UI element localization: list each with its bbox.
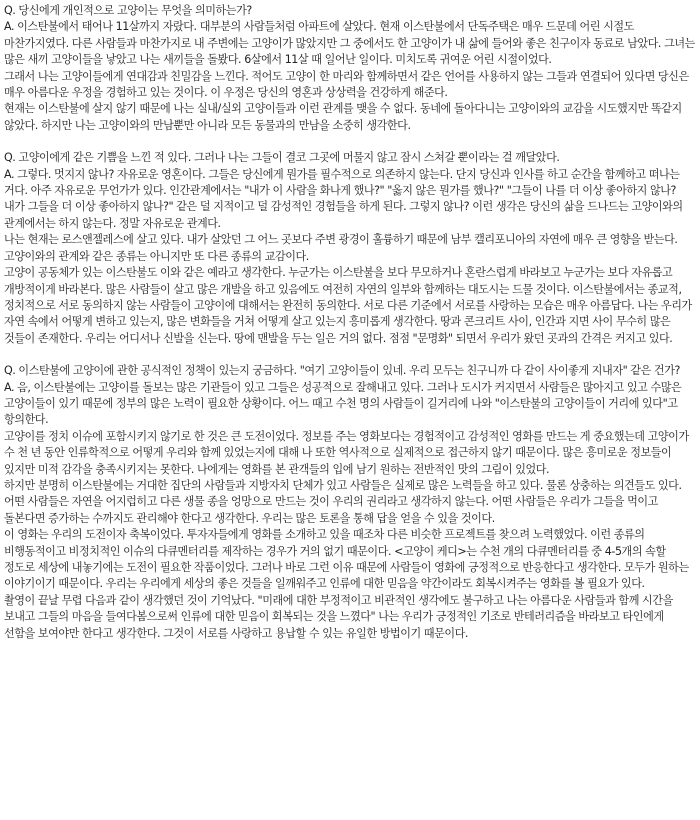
answer-2-paragraph-2: 나는 현재는 로스앤젤레스에 살고 있다. 내가 살았던 그 어느 곳보다 주변 광경이 훌륭하기 때문에 남부 캘리포니아의 자연에 매우 큰 영향을 받는다. 고양이와의 관계와 같은 종류는 아니지만 또 다른 종류의 교감이다. (4, 233, 678, 263)
section-spacer (4, 134, 696, 150)
answer-2-paragraph-1: A. 그렇다. 멋지지 않나? 자유로운 영혼이다. 그들은 당신에게 뭔가를 필수적으로 의존하지 않는다. 단지 당신과 인사를 하고 순간을 함께하고 떠나는 거다. 아주 자유로운 무언가가 있다. 인간관계에서는 "내가 이 사람을 화나게 했나?" "옳지 않은 뭔가를 했나?" "그들이 나를 더 이상 좋아하지 않나? 내가 그들을 더 이상 좋아하지 않나?" 같은 덜 지적이고 덜 감성적인 경험들을 하게 된다. 그렇지 않나? 이런 생각은 당신의 삶을 드나드는 고양이와의 관계에서는 하지 않는다. 정말 자유로운 관계다. (4, 167, 683, 230)
question-1: Q. 당신에게 개인적으로 고양이는 무엇을 의미하는가? (4, 4, 252, 17)
answer-3-paragraph-3: 하지만 분명히 이스탄불에는 거대한 집단의 사람들과 지방자치 단체가 있고 사람들은 실제로 많은 노력들을 하고 있다. 물론 상충하는 의견들도 있다. 어떤 사람들은 자연을 어지럽히고 다른 생물 종을 엉망으로 만드는 것이 우리의 권리라고 생각하지 않는다. 어떤 사람들은 우리가 그들을 먹이고 돌본다면 증가하는 수까지도 관리해야 한다고 생각한다. 우리는 많은 토론을 통해 답을 얻을 수 있을 것이다. (4, 478, 682, 525)
answer-3-paragraph-5: 촬영이 끝날 무렵 다음과 같이 생각했던 것이 기억났다. "미래에 대한 부정적이고 비관적인 생각에도 불구하고 나는 아름다운 사람들과 함께 시간을 보내고 그들의 마음을 들여다봄으로써 인류에 대한 믿음이 회복되는 것을 느꼈다" 나는 우리가 긍정적인 기조로 반테러리즘을 바라보고 타인에게 선함을 보여야만 한다고 생각한다. 그것이 서로를 사랑하고 용납할 수 있는 유일한 방법이기 때문이다. (4, 593, 673, 640)
interview-section-2 (4, 150, 696, 347)
answer-1-paragraph-1: A. 이스탄불에서 태어나 11살까지 자랐다. 대부분의 사람들처럼 아파트에 살았다. 현재 이스탄불에서 단독주택은 매우 드문데 어린 시절도 마찬가지였다. 다른 사람들과 마찬가지로 내 주변에는 고양이가 많았지만 그 중에서도 한 고양이가 내 삶에 들어와 좋은 친구이자 동료로 남았다. 그녀는 많은 새끼 고양이들을 낳았고 나는 새끼들을 돌봤다. 6살에서 11살 때 일어난 일이다. 미치도록 귀여운 어린 시절이었다. (4, 20, 695, 67)
answer-1-paragraph-3: 현재는 이스탄불에 살지 않기 때문에 나는 실내/실외 고양이들과 이런 관계를 맺을 수 없다. 동네에 돌아다니는 고양이와의 교감을 시도했지만 똑같지 않았다. 하지만 나는 고양이와의 만남뿐만 아니라 모든 동물과의 만남을 소중히 생각한다. (4, 102, 682, 132)
section-spacer (4, 347, 696, 363)
answer-1-paragraph-2: 그래서 나는 고양이들에게 연대감과 친밀감을 느낀다. 적어도 고양이 한 마리와 함께하면서 같은 언어를 사용하지 않는 그들과 연결되어 있다면 당신은 매우 아름다운 우정을 경험하고 있는 것이다. 이 우정은 당신의 영혼과 상상력을 건강하게 해준다. (4, 69, 689, 100)
answer-2-paragraph-3: 고양이 공동체가 있는 이스탄불도 이와 같은 예라고 생각한다. 누군가는 이스탄불을 보다 무모하거나 혼란스럽게 바라보고 누군가는 보다 자유롭고 개방적이게 바라본다. 많은 사람들이 살고 많은 개발을 하고 있음에도 여전히 자연의 일부와 함께하는 대도시는 드물 것이다. 이스탄불에서는 종교적, 정치적으로 서로 동의하지 않는 사람들이 고양이에 대해서는 완전히 동의한다. 서로 다른 기준에서 서로를 사랑하는 모습은 매우 아름답다. 나는 우리가 자연 속에서 어떻게 변하고 있는지, 많은 변화들을 거쳐 어떻게 살고 있는지 흥미롭게 생각한다. 땅과 콘크리트 사이, 인간과 지면 사이 무수히 많은 것들이 존재한다. 우리는 어디서나 신발을 신는다. 땅에 맨발을 두는 일은 거의 없다. 점점 "문명화" 되면서 우리가 왔던 곳과의 간격은 커지고 있다. (4, 266, 692, 345)
question-3: Q. 이스탄불에 고양이에 관한 공식적인 정책이 있는지 궁금하다. "여기 고양이들이 있네. 우리 모두는 친구니까 다 같이 사이좋게 지내자" 같은 건가? (4, 364, 680, 378)
question-2: Q. 고양이에게 같은 기쁨을 느낀 적 있다. 그러나 나는 그들이 결코 그곳에 머물지 않고 잠시 스쳐갈 뿐이라는 걸 깨달았다. (4, 151, 560, 165)
answer-3-paragraph-4: 이 영화는 우리의 도전이자 축복이었다. 투자자들에게 영화를 소개하고 있을 때조차 다른 비슷한 프로젝트를 찾으려 노력했었다. 이런 종류의 비행동적이고 비정치적인 이슈의 다큐멘터리를 제작하는 경우가 거의 없기 때문이다. <고양이 케디>는 수천 개의 다큐멘터리를 중 4-5개의 속할 정도로 세상에 내놓기에는 도전이 필요한 작품이었다. 그러나 바로 그런 이유 때문에 사람들이 영화에 긍정적으로 반응한다고 생각한다. 모두가 원하는 이야기이기 때문이다. 우리는 우리에게 세상의 좋은 것들을 일깨워주고 인류에 대한 믿음을 약간이라도 회복시켜주는 영화를 볼 필요가 있다. (4, 528, 689, 591)
interview-section-1 (4, 3, 696, 134)
answer-3-paragraph-2: 고양이를 정치 이슈에 포함시키지 않기로 한 것은 큰 도전이었다. 정보를 주는 영화보다는 경험적이고 감성적인 영화를 만드는 게 중요했는데 고양이가 수 천 년 동안 인류학적으로 어떻게 우리와 함께 있었는지에 대해 나 또한 역사적으로 실제적으로 접근하지 않기 때문이다. 많은 흥미로운 정보들이 있지만 미적 감각을 충족시키지는 못한다. 나에게는 영화를 본 관객들의 입에 남기 원하는 전반적인 맛의 그림이 있었다. (4, 429, 689, 476)
answer-3-paragraph-1: A. 음, 이스탄불에는 고양이를 돌보는 많은 기관들이 있고 그들은 성공적으로 잘해내고 있다. 그러나 도시가 커지면서 사람들은 많아지고 있고 수많은 고양이들이 있기 때문에 정부의 많은 노력이 필요한 상황이다. 어느 때고 수천 명의 사람들이 길거리에 나와 "이스탄불의 고양이들이 거리에 있다"고 항의한다. (4, 380, 682, 427)
interview-section-3 (4, 363, 696, 642)
